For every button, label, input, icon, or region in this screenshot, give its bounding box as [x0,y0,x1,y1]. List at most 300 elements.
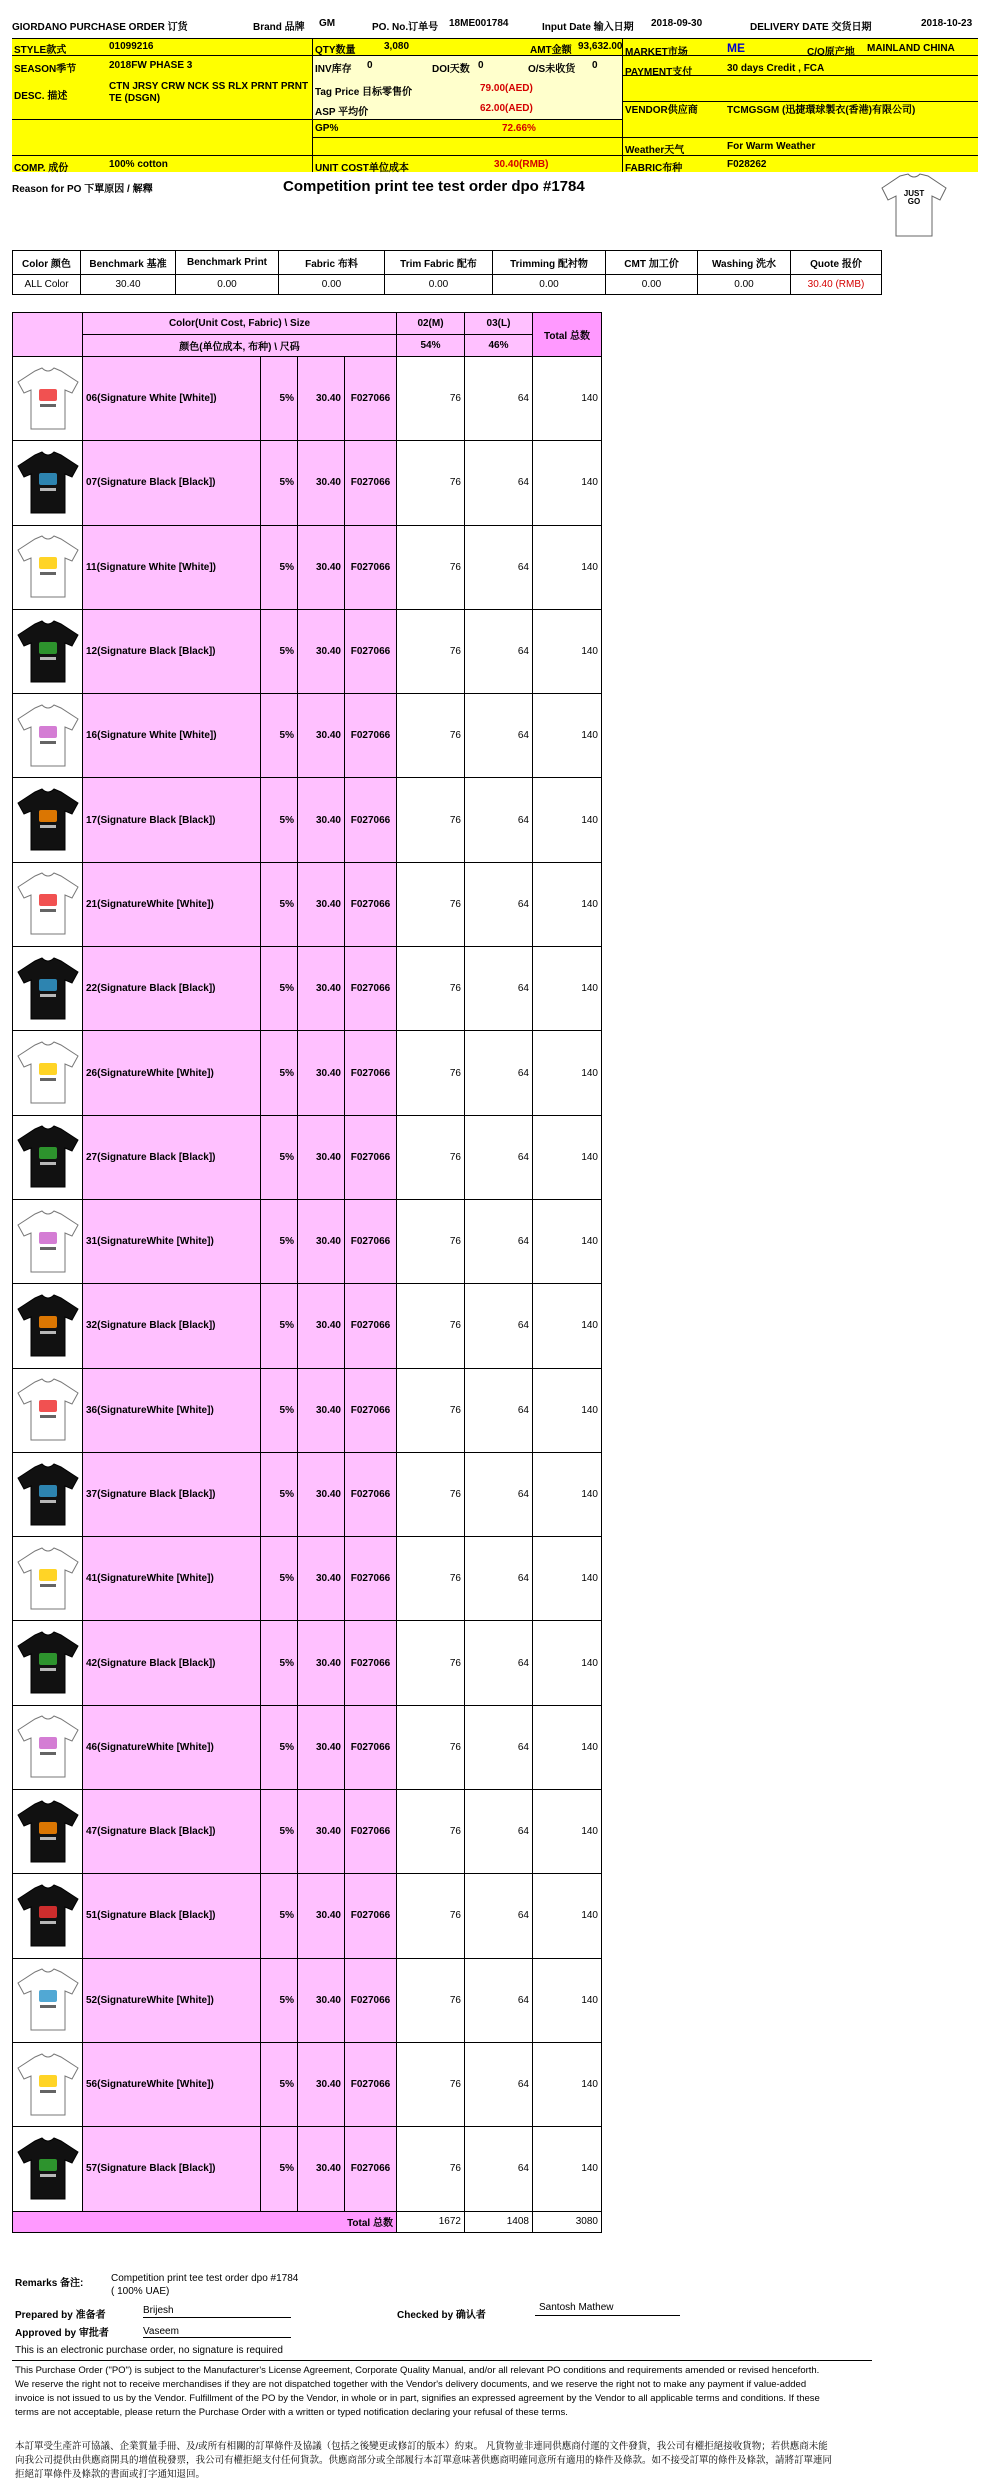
input-date-label: Input Date 输入日期 [542,22,634,33]
qty-m-cell: 76 [397,694,465,778]
tee-thumbnail-image [15,618,81,686]
svg-text:GO: GO [907,197,921,206]
color-name: 21(SignatureWhite [White]) [83,862,261,946]
remarks-line-2: ( 100% UAE) [111,2286,170,2297]
unit-cost-cell: 30.40 [298,2127,345,2211]
unit-cost-cell: 30.40 [298,609,345,693]
ratio-cell: 5% [261,1621,298,1705]
electronic-notice: This is an electronic purchase order, no signature is required [15,2345,283,2356]
image-header [13,313,83,357]
size-m-header: 02(M) [397,313,465,335]
season-label: SEASON季节 [14,64,77,75]
tee-image-cell [13,2127,83,2211]
ratio-cell: 5% [261,1537,298,1621]
color-row [13,1537,602,1621]
ratio-cell: 5% [261,2127,298,2211]
tee-image-cell [13,1874,83,1958]
ratio-cell: 5% [261,1874,298,1958]
tee-thumbnail-image [15,702,81,770]
ratio-cell: 5% [261,1115,298,1199]
color-name: 07(Signature Black [Black]) [83,441,261,525]
tee-image-cell [13,694,83,778]
cost-value: 0.00 [493,275,606,295]
qty-row-bg [312,39,622,55]
cost-header: Fabric 布料 [279,251,385,275]
unit-cost-cell: 30.40 [298,357,345,441]
color-name: 56(SignatureWhite [White]) [83,2042,261,2126]
row-total-cell: 140 [533,1368,602,1452]
unit-cost-cell: 30.40 [298,441,345,525]
color-name: 22(Signature Black [Black]) [83,947,261,1031]
qty-m-cell: 76 [397,1284,465,1368]
total-header: Total 总数 [533,313,602,357]
tee-image-cell [13,441,83,525]
qty-m-cell: 76 [397,357,465,441]
doi-label: DOI天数 [432,64,470,75]
qty-l-cell: 64 [465,1368,533,1452]
reason-label: Reason for PO 下單原因 / 解釋 [12,184,153,195]
row-total-cell: 140 [533,1031,602,1115]
ratio-cell: 5% [261,947,298,1031]
cost-value: ALL Color [13,275,81,295]
ratio-cell: 5% [261,609,298,693]
cost-header: Trimming 配衬物 [493,251,606,275]
cost-header: Quote 报价 [791,251,882,275]
qty-m-cell: 76 [397,2127,465,2211]
row-total-cell: 140 [533,1115,602,1199]
tee-image-cell [13,1284,83,1368]
payment-label: PAYMENT支付 [625,67,693,78]
unit-cost-cell: 30.40 [298,862,345,946]
payment-value: 30 days Credit , FCA [727,63,825,74]
cost-header: Trim Fabric 配布 [385,251,493,275]
color-row [13,947,602,1031]
ratio-cell: 5% [261,862,298,946]
tee-image-cell [13,357,83,441]
qty-value: 3,080 [384,41,410,52]
tee-image-cell [13,1031,83,1115]
qty-l-cell: 64 [465,1452,533,1536]
color-size-table [12,312,602,2233]
row-total-cell: 140 [533,609,602,693]
fabric-cell: F027066 [345,1284,397,1368]
vendor-label: VENDOR供应商 [625,105,698,116]
row-total-cell: 140 [533,1790,602,1874]
qty-m-cell: 76 [397,1874,465,1958]
delivery-date: 2018-10-23 [921,18,973,29]
fabric-cell: F027066 [345,1958,397,2042]
ratio-cell: 5% [261,1199,298,1283]
row-total-cell: 140 [533,1621,602,1705]
color-row [13,1452,602,1536]
qty-l-cell: 64 [465,1705,533,1789]
tee-thumbnail-image [15,955,81,1023]
tee-thumbnail-image [15,870,81,938]
tee-thumbnail-image [15,1461,81,1529]
ratio-cell: 5% [261,525,298,609]
tee-thumbnail-image [15,1798,81,1866]
qty-label: QTY数量 [315,45,356,56]
color-name: 32(Signature Black [Black]) [83,1284,261,1368]
fabric-cell: F027066 [345,441,397,525]
color-row [13,1705,602,1789]
tee-thumbnail-image [15,2135,81,2203]
coo-label: C/O原产地 [807,47,855,58]
qty-m-cell: 76 [397,1537,465,1621]
fabric-cell: F027066 [345,1537,397,1621]
tee-thumbnail-image [15,1039,81,1107]
tee-image-cell [13,778,83,862]
tee-thumbnail-image [15,1376,81,1444]
prepared-label: Prepared by 准备者 [15,2310,106,2321]
row-total-cell: 140 [533,1874,602,1958]
tee-thumbnail-image [15,2051,81,2119]
color-name: 36(SignatureWhite [White]) [83,1368,261,1452]
color-name: 37(Signature Black [Black]) [83,1452,261,1536]
color-name: 41(SignatureWhite [White]) [83,1537,261,1621]
color-row [13,609,602,693]
terms-chinese: 本訂單受生產許可協議、企業質量手冊、及/或所有相關的訂單條件及協議（包括之後變更或修訂的版本）約束。 凡貨物並非連同供應商付運的文件發貨，我公司有權拒絕接收貨物；若供應商未能向我公司提供由供應商開具的增值稅發票，我公司有權拒絕支付任何貨款。供應商部分或全部履行本訂單意味著供應商明確同意所有適用的條件及條款。如不接受訂單的條件及條款，請將訂單連同拒絕訂單條件及條款的書面或打字通知退回。 [15,2441,833,2480]
qty-m-cell: 76 [397,2042,465,2126]
grand-total-l: 1408 [465,2211,533,2232]
po-label: PO. No.订单号 [372,22,439,33]
row-total-cell: 140 [533,862,602,946]
fabric-cell: F027066 [345,357,397,441]
color-row [13,1115,602,1199]
os-label: O/S未收货 [528,64,576,75]
tee-image-cell [13,947,83,1031]
tee-thumbnail-image [15,1966,81,2034]
po-title-bar [12,18,978,32]
fabric-cell: F027066 [345,609,397,693]
company-title: GIORDANO PURCHASE ORDER 订货 [12,22,188,33]
qty-m-cell: 76 [397,1031,465,1115]
input-date: 2018-09-30 [651,18,703,29]
asp-label: ASP 平均价 [315,107,369,118]
tee-thumbnail-image [15,1208,81,1276]
remarks-label: Remarks 备注: [15,2278,84,2289]
vendor-value: TCMGSGM (迅捷環球製衣(香港)有限公司) [727,105,916,116]
color-row [13,1621,602,1705]
qty-l-cell: 64 [465,1115,533,1199]
cost-breakdown-table [12,250,882,295]
grid-header-1: Color(Unit Cost, Fabric) \ Size [83,313,397,335]
unit-cost-cell: 30.40 [298,2042,345,2126]
unit-cost-value: 30.40(RMB) [494,159,549,170]
qty-l-cell: 64 [465,1790,533,1874]
grid-header-2: 颜色(单位成本, 布种) \ 尺码 [83,335,397,357]
amt-label: AMT金额 [530,45,572,56]
color-name: 47(Signature Black [Black]) [83,1790,261,1874]
ratio-cell: 5% [261,1031,298,1115]
qty-l-cell: 64 [465,1031,533,1115]
qty-l-cell: 64 [465,2127,533,2211]
color-row [13,441,602,525]
approved-by: Vaseem [143,2326,179,2337]
checked-label: Checked by 确认者 [397,2310,486,2321]
color-name: 16(Signature White [White]) [83,694,261,778]
color-name: 12(Signature Black [Black]) [83,609,261,693]
qty-l-cell: 64 [465,609,533,693]
fabric-cell: F027066 [345,1874,397,1958]
unit-cost-cell: 30.40 [298,1537,345,1621]
qty-m-cell: 76 [397,862,465,946]
cost-header: Color 颜色 [13,251,81,275]
tee-image-cell [13,862,83,946]
fabric-cell: F027066 [345,947,397,1031]
fabric-cell: F027066 [345,1705,397,1789]
tag-price-value: 79.00(AED) [480,83,533,94]
color-name: 06(Signature White [White]) [83,357,261,441]
left-block [12,39,312,172]
tee-thumbnail-image [15,449,81,517]
cost-header: Washing 洗水 [698,251,791,275]
ratio-cell: 5% [261,357,298,441]
unit-cost-cell: 30.40 [298,1284,345,1368]
season-value: 2018FW PHASE 3 [109,60,193,71]
row-total-cell: 140 [533,2042,602,2126]
market-label: MARKET市场 [625,47,688,58]
inv-label: INV库存 [315,64,352,75]
tee-image-cell [13,609,83,693]
svg-text:JUST: JUST [903,189,925,198]
ratio-cell: 5% [261,1958,298,2042]
row-total-cell: 140 [533,1537,602,1621]
qty-m-cell: 76 [397,1452,465,1536]
coo-value: MAINLAND CHINA [867,43,955,54]
tee-thumbnail-image [15,1292,81,1360]
unit-cost-cell: 30.40 [298,778,345,862]
tee-image-cell [13,1368,83,1452]
unit-cost-cell: 30.40 [298,1031,345,1115]
qty-l-cell: 64 [465,862,533,946]
amt-value: 93,632.00 [578,41,623,52]
style-label: STYLE款式 [14,45,67,56]
fabric-cell: F027066 [345,1368,397,1452]
tee-image-cell [13,2042,83,2126]
qty-l-cell: 64 [465,1958,533,2042]
ratio-cell: 5% [261,694,298,778]
prepared-by: Brijesh [143,2305,174,2316]
inv-value: 0 [367,60,373,71]
qty-l-cell: 64 [465,357,533,441]
fabric-cell: F027066 [345,1452,397,1536]
unit-cost-cell: 30.40 [298,1621,345,1705]
color-name: 31(SignatureWhite [White]) [83,1199,261,1283]
qty-m-cell: 76 [397,1115,465,1199]
os-value: 0 [592,60,598,71]
color-row [13,1199,602,1283]
row-total-cell: 140 [533,2127,602,2211]
asp-value: 62.00(AED) [480,103,533,114]
color-row [13,357,602,441]
row-total-cell: 140 [533,947,602,1031]
tee-thumbnail-image [15,1713,81,1781]
color-row [13,525,602,609]
style-value: 01099216 [109,41,154,52]
color-row [13,1790,602,1874]
qty-m-cell: 76 [397,1199,465,1283]
fabric-cell: F027066 [345,1199,397,1283]
qty-l-cell: 64 [465,2042,533,2126]
tee-thumbnail-image [15,786,81,854]
cost-value: 0.00 [385,275,493,295]
desc-value: CTN JRSY CRW NCK SS RLX PRNT PRNT TE (DSGN) [109,81,309,104]
qty-l-cell: 64 [465,778,533,862]
color-row [13,1031,602,1115]
row-total-cell: 140 [533,694,602,778]
color-name: 46(SignatureWhite [White]) [83,1705,261,1789]
color-row [13,862,602,946]
terms-english: This Purchase Order ("PO") is subject to the Manufacturer's License Agreement, Corporate Quality Manual, and/or all relevant PO conditions and requirements amended or revised henceforth. We reserve the right not to receive merchandises if they are not dispatched together with the Vendor's delivery documents, and we reserve the right not to make any payment if value-added invoice is not issued to us by the Vendor. Fulfillment of the PO by the Vendor, in whole or in part, signifies an expressed agreement by the Vendor to all applicable terms and conditions. If these terms are not acceptable, please return the Purchase Order with a written or typed notification declaring your refusal of these terms. [15,2365,820,2418]
color-row [13,2042,602,2126]
fabric-cell: F027066 [345,525,397,609]
color-name: 57(Signature Black [Black]) [83,2127,261,2211]
ratio-cell: 5% [261,1452,298,1536]
po-number: 18ME001784 [449,18,509,29]
unit-cost-cell: 30.40 [298,694,345,778]
remarks-line-1: Competition print tee test order dpo #1784 [111,2273,299,2284]
color-name: 42(Signature Black [Black]) [83,1621,261,1705]
qty-m-cell: 76 [397,609,465,693]
fabric-cell: F027066 [345,1621,397,1705]
qty-l-cell: 64 [465,694,533,778]
qty-m-cell: 76 [397,441,465,525]
brand-label: Brand 品牌 [253,22,305,33]
row-total-cell: 140 [533,778,602,862]
gp-label: GP% [315,123,339,134]
qty-l-cell: 64 [465,441,533,525]
weather-value: For Warm Weather [727,141,816,152]
color-row [13,1284,602,1368]
unit-cost-cell: 30.40 [298,1790,345,1874]
qty-l-cell: 64 [465,1284,533,1368]
row-total-cell: 140 [533,1705,602,1789]
qty-m-cell: 76 [397,1368,465,1452]
row-total-cell: 140 [533,441,602,525]
color-row [13,778,602,862]
qty-m-cell: 76 [397,1790,465,1874]
cost-header: Benchmark Print [176,251,279,275]
qty-m-cell: 76 [397,1958,465,2042]
grand-total-all: 3080 [533,2211,602,2232]
unit-cost-cell: 30.40 [298,1368,345,1452]
tee-thumbnail-image [15,1123,81,1191]
qty-l-cell: 64 [465,1621,533,1705]
unit-cost-cell: 30.40 [298,1452,345,1536]
tee-image-cell [13,1537,83,1621]
row-total-cell: 140 [533,1452,602,1536]
tee-image-cell [13,1790,83,1874]
tee-image-cell [13,1115,83,1199]
checked-by: Santosh Mathew [539,2302,614,2313]
order-title: Competition print tee test order dpo #1784 [283,178,585,195]
cost-header: CMT 加工价 [606,251,698,275]
row-total-cell: 140 [533,1199,602,1283]
fabric-cell: F027066 [345,694,397,778]
color-row [13,694,602,778]
ratio-cell: 5% [261,778,298,862]
cost-value: 30.40 [81,275,176,295]
qty-m-cell: 76 [397,525,465,609]
footer-divider [12,2360,872,2361]
tee-thumbnail-image [15,533,81,601]
fabric-value: F028262 [727,159,767,170]
unit-cost-label: UNIT COST单位成本 [315,163,409,174]
fabric-cell: F027066 [345,862,397,946]
color-row [13,1958,602,2042]
size-l-ratio: 46% [465,335,533,357]
cost-value: 0.00 [698,275,791,295]
ratio-cell: 5% [261,1368,298,1452]
row-total-cell: 140 [533,357,602,441]
ratio-cell: 5% [261,441,298,525]
cost-value: 0.00 [176,275,279,295]
ratio-cell: 5% [261,1705,298,1789]
tee-image-cell [13,1621,83,1705]
ratio-cell: 5% [261,1790,298,1874]
unit-cost-cell: 30.40 [298,1874,345,1958]
brand-value: GM [319,18,336,29]
cost-header: Benchmark 基准 [81,251,176,275]
market-value: ME [727,41,745,55]
gp-value: 72.66% [502,123,536,134]
fabric-cell: F027066 [345,1115,397,1199]
grand-total-m: 1672 [397,2211,465,2232]
qty-l-cell: 64 [465,1537,533,1621]
fabric-cell: F027066 [345,2127,397,2211]
comp-label: COMP. 成份 [14,163,69,174]
fabric-cell: F027066 [345,2042,397,2126]
tee-thumbnail-image [15,365,81,433]
tee-image-cell [13,525,83,609]
unit-cost-cell: 30.40 [298,1115,345,1199]
color-name: 17(Signature Black [Black]) [83,778,261,862]
color-name: 27(Signature Black [Black]) [83,1115,261,1199]
tee-thumbnail-image [15,1629,81,1697]
tee-image-cell [13,1199,83,1283]
color-name: 26(SignatureWhite [White]) [83,1031,261,1115]
delivery-date-label: DELIVERY DATE 交货日期 [750,22,872,33]
tee-thumbnail-image [15,1882,81,1950]
color-name: 52(SignatureWhite [White]) [83,1958,261,2042]
fabric-cell: F027066 [345,778,397,862]
fabric-cell: F027066 [345,1790,397,1874]
qty-l-cell: 64 [465,525,533,609]
qty-m-cell: 76 [397,1621,465,1705]
color-name: 51(Signature Black [Black]) [83,1874,261,1958]
tee-image-cell [13,1452,83,1536]
row-total-cell: 140 [533,525,602,609]
row-total-cell: 140 [533,1958,602,2042]
qty-l-cell: 64 [465,1874,533,1958]
color-row [13,2127,602,2211]
size-l-header: 03(L) [465,313,533,335]
doi-value: 0 [478,60,484,71]
color-row [13,1368,602,1452]
cost-value-quote: 30.40 (RMB) [791,275,882,295]
grand-total-label: Total 总数 [13,2211,397,2232]
row-total-cell: 140 [533,1284,602,1368]
tee-image-cell [13,1958,83,2042]
unit-cost-cell: 30.40 [298,525,345,609]
unit-cost-cell: 30.40 [298,1705,345,1789]
cost-value: 0.00 [279,275,385,295]
style-thumbnail-tee [878,172,950,240]
ratio-cell: 5% [261,1284,298,1368]
unit-cost-cell: 30.40 [298,1958,345,2042]
qty-m-cell: 76 [397,778,465,862]
